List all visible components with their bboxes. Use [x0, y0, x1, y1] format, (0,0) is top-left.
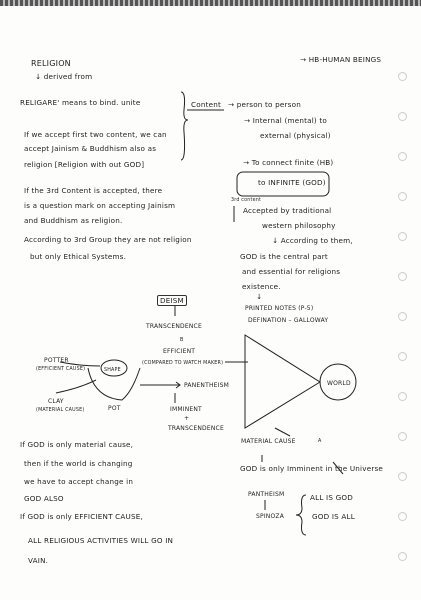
bottom-left2-line1: If GOD is only EFFICIENT CAUSE, [20, 512, 143, 521]
left-para2-line2: is a question mark on accepting Jainism [24, 201, 176, 210]
spinoza-label: SPINOZA [256, 513, 285, 520]
bottom-left-line2: then if the world is changing [24, 459, 133, 468]
content-item-3: → To connect finite (HB) [243, 158, 334, 167]
transcendence-top: TRANSCENDENCE [146, 323, 202, 330]
imminent-label: IMMINENT [170, 406, 202, 413]
deism-label: DEISM [157, 295, 187, 306]
content-item-1: → person to person [228, 100, 301, 109]
header-human-beings: → HB-HUMAN BEINGS [300, 55, 382, 64]
god-imminent: GOD is only Imminent in the Universe [240, 464, 384, 473]
left-para2-line1: If the 3rd Content is accepted, there [24, 186, 163, 195]
right-note-6: existence. [242, 282, 281, 291]
material-cause-label: MATERIAL CAUSE [241, 438, 296, 445]
content-item-2b: external (physical) [260, 131, 331, 140]
god-is-all: GOD IS ALL [312, 512, 355, 521]
right-note-2: western philosophy [262, 221, 336, 230]
content-item-2: → Internal (mental) to [244, 116, 327, 125]
bottom-left-line3: we have to accept change in [24, 477, 134, 486]
right-note-arrow: ↓ [256, 292, 263, 301]
left-para2-line5: but only Ethical Systems. [30, 252, 127, 261]
efficient-label: EFFICIENT [163, 348, 196, 355]
pantheism-bottom: PANTHEISM [248, 491, 285, 498]
left-para1-line2: accept Jainism & Buddhism also as [24, 144, 157, 153]
etymology-line [20, 98, 140, 107]
left-para1-line1: If we accept first two content, we can [24, 130, 167, 139]
bottom-left2-line2: ALL RELIGIOUS ACTIVITIES WILL GO IN [28, 536, 174, 545]
panentheism-top: PANENTHEISM [184, 382, 230, 389]
right-note-3: ↓ According to them, [272, 236, 353, 245]
all-is-god: ALL IS GOD [310, 493, 353, 502]
material-cause-small: (MATERIAL CAUSE) [36, 408, 85, 413]
efficient-cause-label: (EFFICIENT CAUSE) [36, 367, 86, 372]
shape-label: SHAPE [104, 368, 121, 373]
pot-label: POT [108, 405, 121, 412]
etymology-prefix: RELIGARE' means to bind. unite [20, 98, 141, 107]
bottom-left2-line3: VAIN. [28, 556, 49, 565]
potter-label: POTTER [44, 357, 69, 364]
content-item-3b: to INFINITE (GOD) [258, 178, 326, 187]
right-note-1: Accepted by traditional [243, 206, 332, 215]
clay-label: CLAY [48, 398, 64, 405]
marker-a: A [318, 439, 322, 444]
page-title: RELIGION [31, 59, 71, 68]
plus-label: + [184, 415, 190, 422]
right-note-defination: DEFINATION – GALLOWAY [248, 317, 329, 324]
world-label: WORLD [327, 380, 351, 387]
bottom-left-line4: GOD ALSO [24, 494, 64, 503]
left-para2-line4: According to 3rd Group they are not religion [24, 235, 192, 244]
right-note-printed: PRINTED NOTES (P-5) [245, 305, 314, 312]
compared-label: (COMPARED TO WATCH MAKER) [142, 361, 224, 366]
bottom-left-line1: If GOD is only material cause, [20, 440, 134, 449]
left-para2-line3: and Buddhism as religion. [24, 216, 123, 225]
right-note-4: GOD is the central part [240, 252, 328, 261]
right-note-5: and essential for religions [242, 267, 341, 276]
content-label: Content [191, 100, 221, 109]
third-content-label: 3rd content [231, 198, 262, 203]
left-para1-line3: religion [Religion with out GOD] [24, 160, 145, 169]
derived-from: ↓ derived from [35, 72, 93, 81]
marker-b: B [180, 338, 184, 343]
transcendence-bottom: TRANSCENDENCE [168, 425, 224, 432]
